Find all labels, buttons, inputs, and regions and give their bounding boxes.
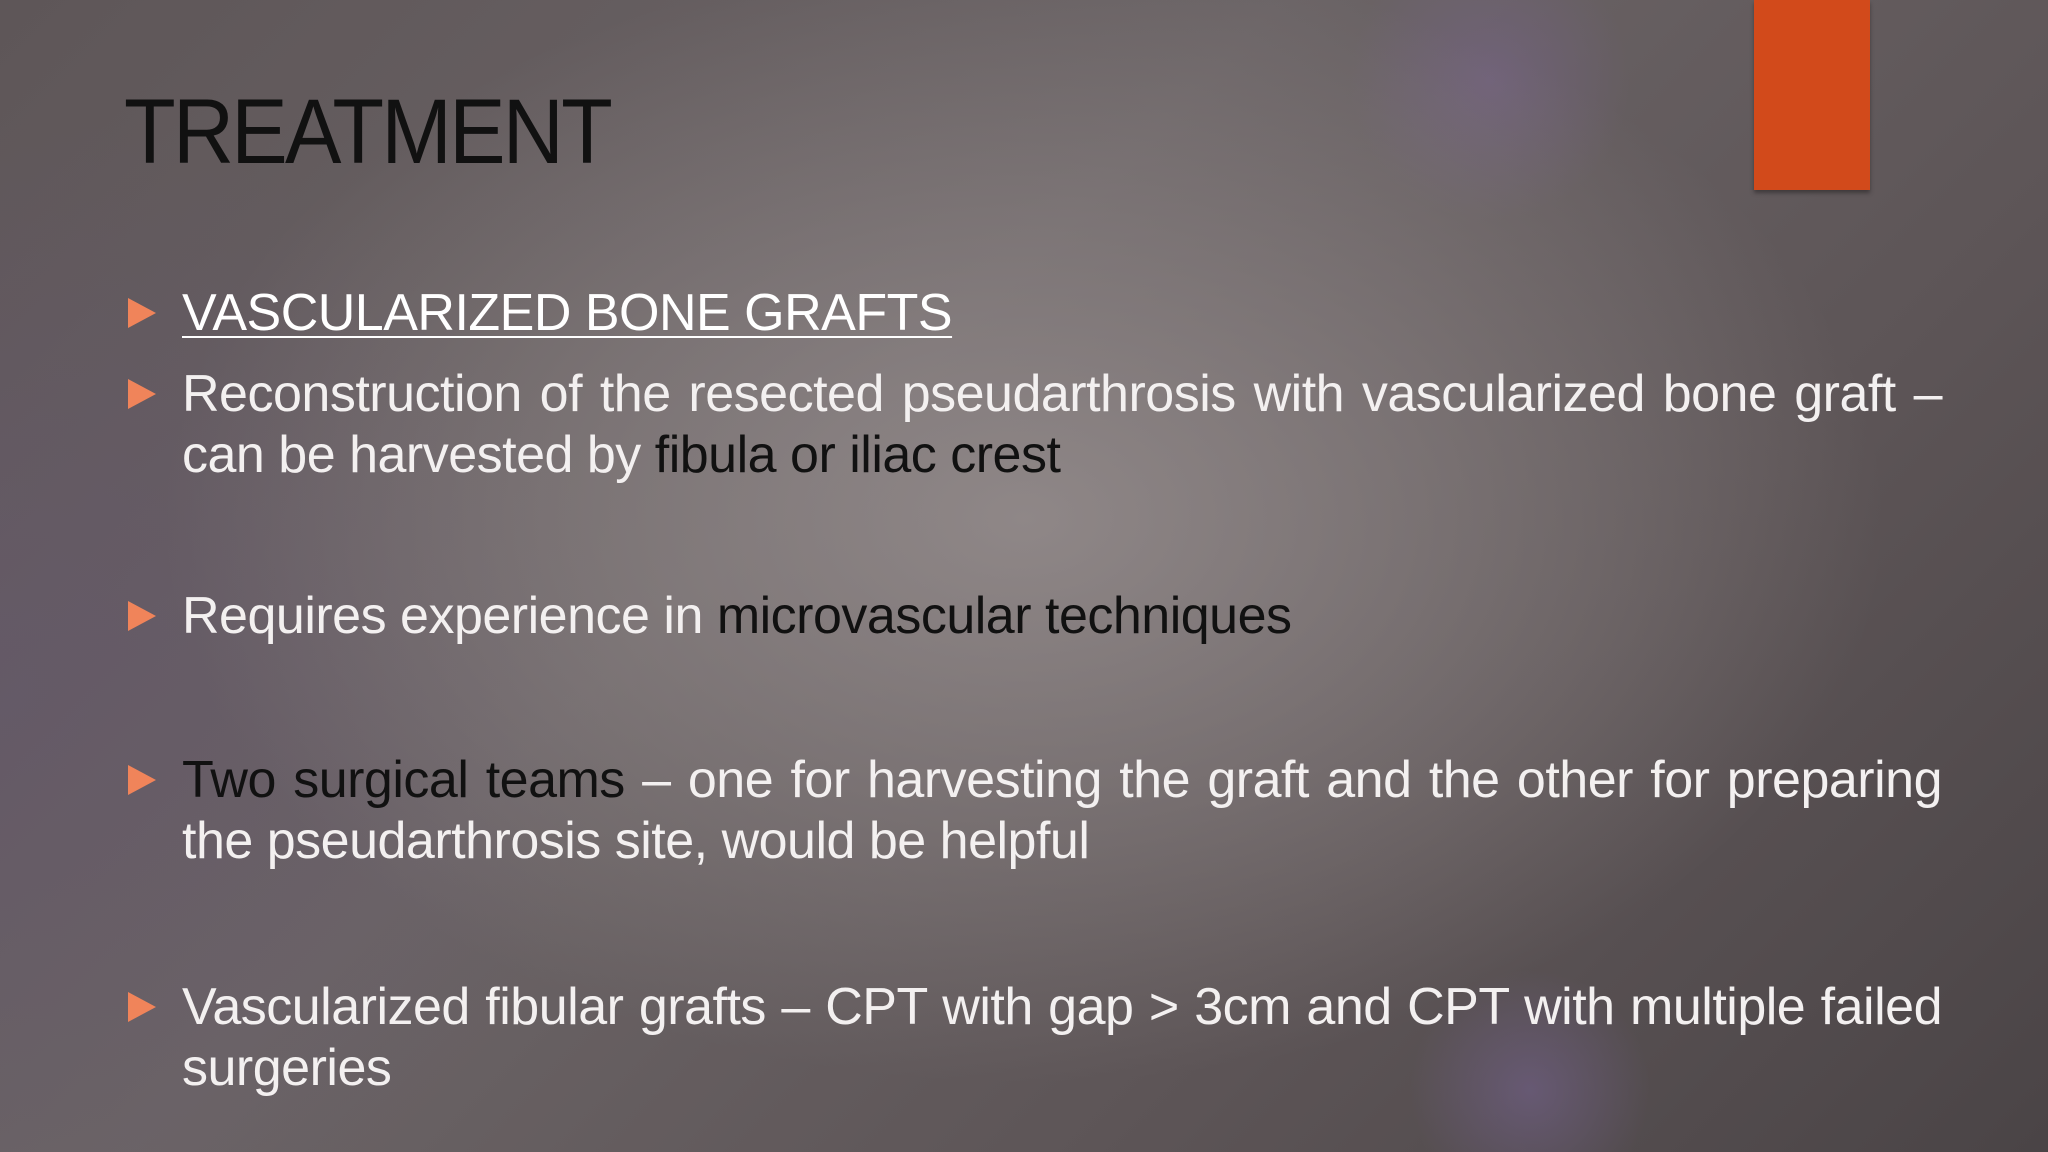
bullet-text-plain: Vascularized fibular grafts – CPT with gap > 3cm and CPT with multiple failed surgeries bbox=[182, 978, 1942, 1097]
bullet-text-plain: Requires experience in bbox=[182, 587, 717, 645]
bullet-list bbox=[124, 0, 1942, 1152]
bullet-text-emphasis: Two surgical teams bbox=[182, 751, 625, 809]
bullet-text-emphasis: microvascular techniques bbox=[716, 587, 1292, 645]
bullet-text bbox=[182, 750, 1942, 872]
slide-title: TREATMENT bbox=[124, 81, 611, 183]
triangle-bullet-icon bbox=[128, 601, 156, 631]
bullet-text bbox=[182, 586, 1942, 647]
triangle-bullet-icon bbox=[128, 298, 156, 328]
bullet-text bbox=[182, 364, 1942, 486]
triangle-bullet-icon bbox=[128, 765, 156, 795]
bullet-text-emphasis: fibula or iliac crest bbox=[654, 426, 1061, 484]
triangle-bullet-icon bbox=[128, 379, 156, 409]
triangle-bullet-icon bbox=[128, 992, 156, 1022]
bullet-text bbox=[182, 977, 1942, 1099]
bullet-text-plain: Reconstruction of the resected pseudarthrosis with vascularized bone graft – can be harvested by bbox=[182, 365, 1942, 484]
section-heading: VASCULARIZED BONE GRAFTS bbox=[182, 284, 953, 342]
bullet-text bbox=[182, 283, 1942, 344]
bullet-text-plain: – one for harvesting the graft and the other for preparing the pseudarthrosis site, would be helpful bbox=[182, 751, 1942, 870]
